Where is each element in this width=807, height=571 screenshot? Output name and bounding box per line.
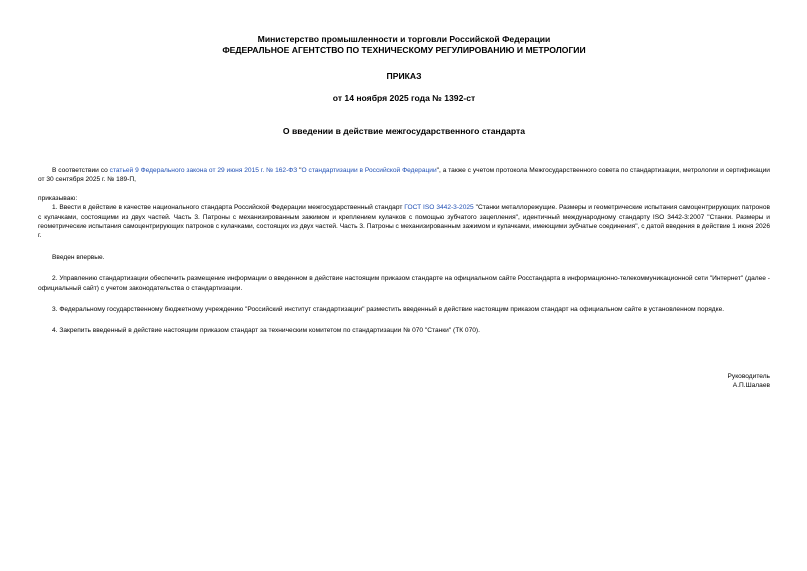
document xyxy=(38,0,770,390)
signature-block xyxy=(728,372,770,391)
intro-suffix: ", а также с учетом протокола Межгосударственного совета по стандартизации, метрологии и сертификации от 30 сентября 2025 г. № 189-П, xyxy=(38,167,770,184)
intro-mid: " xyxy=(297,167,302,174)
signer-position: Руководитель xyxy=(727,373,770,380)
federal-law-article-link[interactable]: статьей 9 Федерального закона от 29 июня 2015 г. № 162-ФЗ xyxy=(109,167,298,174)
document-body xyxy=(38,166,770,336)
agency-name: ФЕДЕРАЛЬНОЕ АГЕНТСТВО ПО ТЕХНИЧЕСКОМУ РЕГУЛИРОВАНИЮ И МЕТРОЛОГИИ xyxy=(222,45,586,55)
item-1-suffix: "Станки металлорежущие. Размеры и геометрические испытания самоцентрирующих патронов с кулачками, состоящими из двух частей. Часть 3. Патроны с механизированным зажимом и креплением кулачков с помощью зубчатого зацепления", идентичный международному стандарту ISO 3442-3:2007 "Станки. Размеры и геометрические испытания самоцентрирующих патронов с кулачками, состоящих из двух частей. Часть 3. Патроны с механизированным зажимом и кулачками, имеющими зубчатые соединения", с датой введения в действие 1 июня 2026 г. xyxy=(38,204,770,240)
ministry-name: Министерство промышленности и торговли Российской Федерации xyxy=(257,34,551,44)
federal-law-title-link[interactable]: О стандартизации в Российской Федерации xyxy=(301,167,437,174)
item-2-paragraph: 2. Управлению стандартизации обеспечить размещение информации о введенном в действие настоящим приказом стандарте на официальном сайте Росстандарта в информационно-телекоммуникационной сети "Интернет" (далее - официальный сайт) с учетом законодательства о стандартизации. xyxy=(38,275,770,292)
intro-paragraph xyxy=(38,166,770,185)
first-time-note: Введен впервые. xyxy=(52,253,105,261)
item-1-prefix: 1. Ввести в действие в качестве национального стандарта Российской Федерации межгосударственный стандарт xyxy=(52,204,405,212)
item-3-paragraph: 3. Федеральному государственному бюджетному учреждению "Российский институт стандартизации" разместить введенный в действие настоящим приказом стандарт на официальном сайте в установленном порядке. xyxy=(52,306,725,314)
intro-prefix: В соответствии со xyxy=(52,167,110,174)
item-4-paragraph: 4. Закрепить введенный в действие настоящим приказом стандарт за техническим комитетом по стандартизации № 070 "Станки" (ТК 070). xyxy=(52,327,480,335)
item-1-paragraph xyxy=(38,203,770,241)
order-word: приказываю: xyxy=(38,194,78,202)
document-type: ПРИКАЗ xyxy=(386,71,422,81)
document-header xyxy=(38,34,770,137)
document-date: от 14 ноября 2025 года № 1392-ст xyxy=(332,93,476,103)
gost-standard-link[interactable]: ГОСТ ISO 3442-3-2025 xyxy=(404,204,474,212)
signer-name: А.П.Шалаев xyxy=(732,382,770,390)
document-title: О введении в действие межгосударственного стандарта xyxy=(282,126,526,136)
